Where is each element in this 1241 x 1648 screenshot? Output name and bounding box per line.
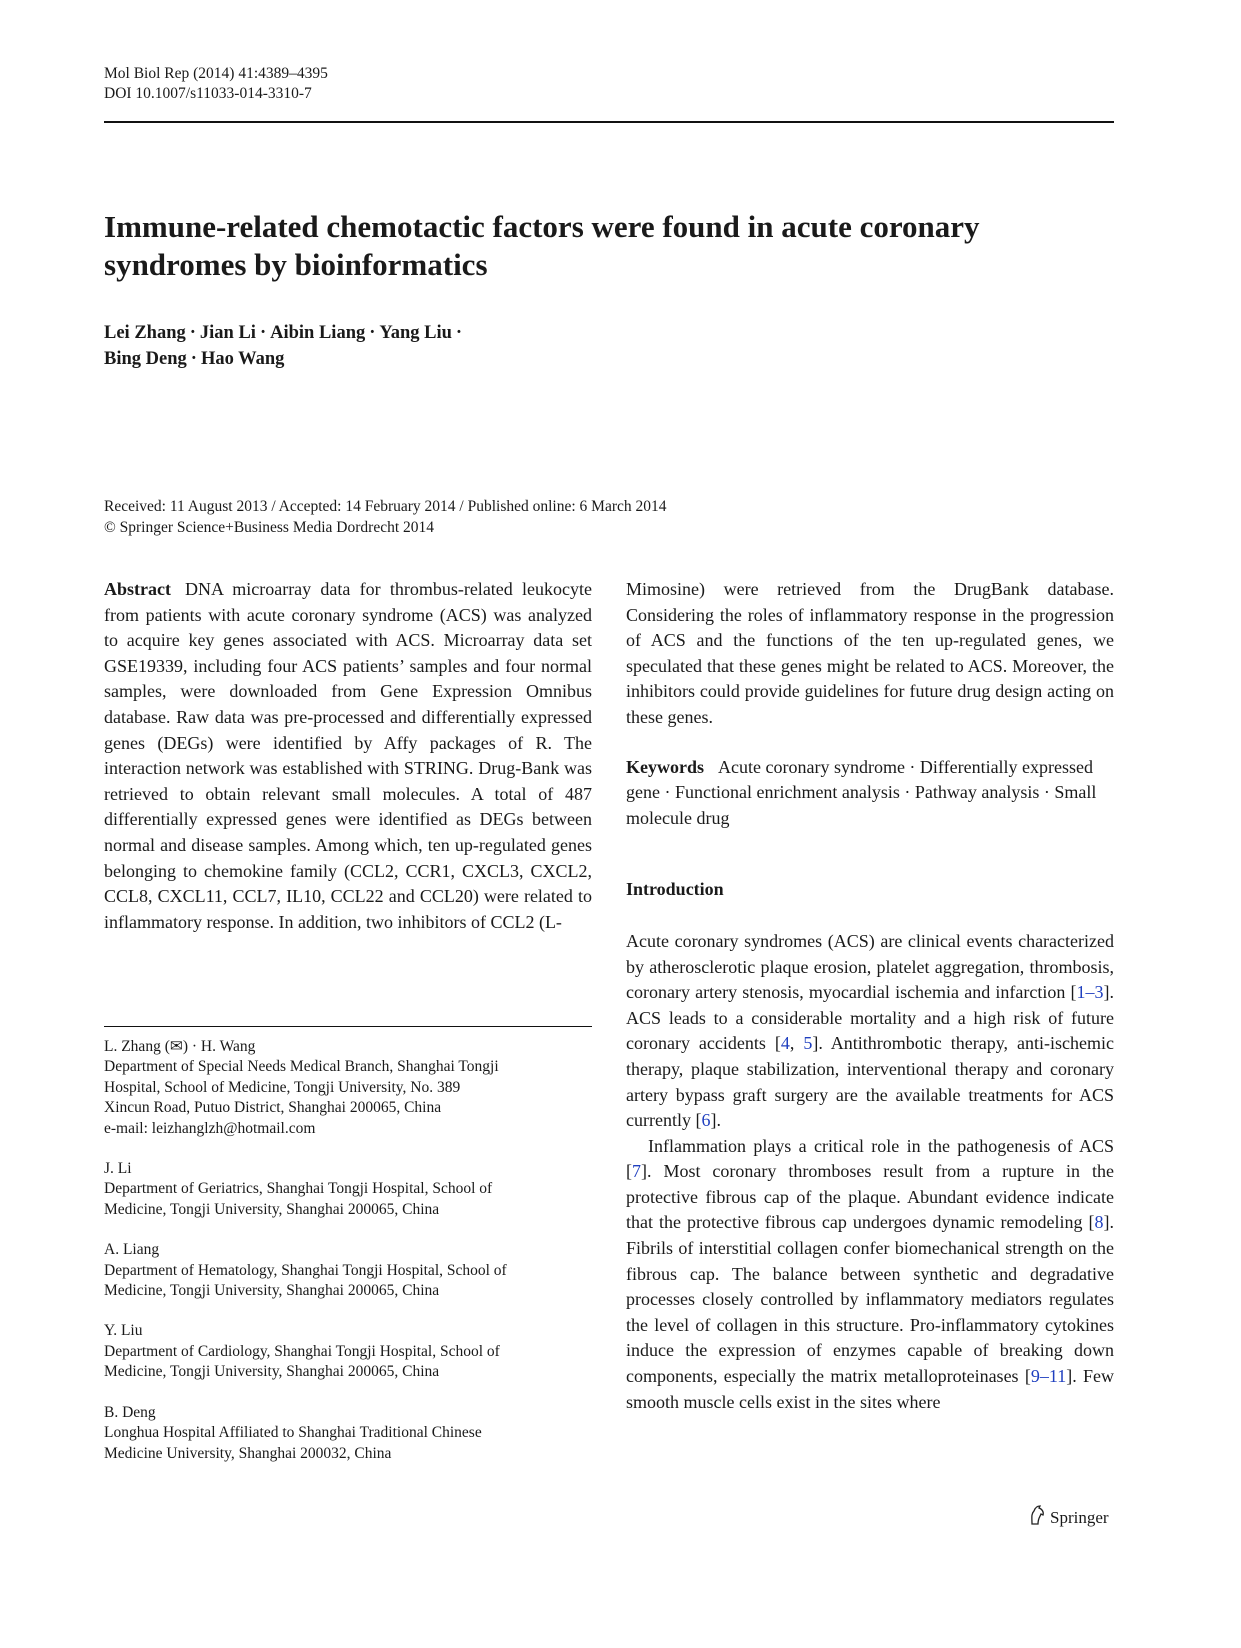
right-column [626, 577, 1114, 1415]
citation-link[interactable]: 6 [701, 1110, 711, 1131]
keywords-label: Keywords [626, 756, 704, 777]
footnote-rule [104, 1026, 592, 1027]
author-line-2 [104, 346, 466, 372]
intro-text: ]. Few smooth muscle cells exist in the sites where [626, 1366, 1114, 1412]
affiliation-line: Department of Geriatrics, Shanghai Tongji Hospital, School of [104, 1180, 493, 1198]
abstract [104, 577, 592, 935]
author-separator: · [189, 323, 196, 343]
keywords [626, 755, 1114, 832]
affiliation-block [104, 1321, 592, 1382]
affiliations [104, 1037, 592, 1484]
intro-text: , [789, 1033, 804, 1054]
abstract-text: DNA microarray data for thrombus-related leukocyte from patients with acute coronary syndrome (ACS) was analyzed to acquire key genes associated with ACS. Microarray data set GSE19339, including four ACS patients’ samples and four normal samples, were downloaded from Gene Expression Omnibus database. Raw data was pre-processed and differentially expressed genes (DEGs) were identified by Affy packages of R. The interaction network was established with STRING. Drug-Bank was retrieved to obtain relevant small molecules. A total of 487 differentially expressed genes were identified as DEGs between normal and disease samples. Among which, ten up-regulated genes belonging to chemokine family (CCL2, CCR1, CXCL3, CXCL2, CCL8, CXCL11, CCL7, IL10, CCL22 and CCL20) were related to inflammatory response. In addition, two inhibitors of CCL2 (L- [104, 579, 592, 932]
affiliation-line: Department of Cardiology, Shanghai Tongji Hospital, School of [104, 1342, 500, 1360]
citation-link[interactable]: 1–3 [1076, 982, 1104, 1003]
intro-text: ]. Antithrombotic therapy, anti-ischemic therapy, plaque stabilization, interventional therapy and coronary artery bypass graft surgery are the available treatments for ACS currently [ [626, 1033, 1114, 1131]
intro-text: Acute coronary syndromes (ACS) are clinical events characterized by atherosclerotic plaque erosion, platelet aggregation, thrombosis, coronary artery stenosis, myocardial ischemia and infarction [ [626, 930, 1114, 1003]
title-line-2: syndromes by bioinformatics [104, 247, 488, 282]
author-separator: · [455, 323, 463, 343]
affiliation-block [104, 1159, 592, 1220]
citation-link[interactable]: 5 [803, 1033, 813, 1054]
affiliation-names: J. Li [104, 1160, 132, 1178]
abstract-label: Abstract [104, 579, 171, 599]
affiliation-names: B. Deng [104, 1403, 156, 1421]
affiliation-block [104, 1403, 592, 1464]
author-separator: · [369, 323, 376, 343]
citation-link[interactable]: 8 [1094, 1212, 1104, 1233]
affiliation-line: Medicine, Tongji University, Shanghai 200065, China [104, 1282, 440, 1300]
keywords-text: Acute coronary syndrome · Differentially expressed gene · Functional enrichment analysis · Pathway analysis · Small molecule drug [626, 756, 1097, 828]
intro-text: ]. ACS leads to a considerable mortality and a high risk of future coronary accidents [ [626, 982, 1114, 1054]
affiliation-names: Y. Liu [104, 1322, 143, 1340]
author-separator: · [190, 349, 197, 369]
author-name: Jian Li [199, 323, 256, 343]
affiliation-line: Department of Hematology, Shanghai Tongji Hospital, School of [104, 1261, 507, 1279]
affiliation-names: L. Zhang (✉) · H. Wang [104, 1038, 256, 1055]
affiliation-block [104, 1037, 592, 1139]
affiliation-email[interactable]: e-mail: leizhanglzh@hotmail.com [104, 1119, 316, 1137]
intro-paragraph-1 [626, 929, 1114, 1134]
author-list [104, 320, 466, 372]
journal-header [104, 64, 328, 104]
intro-text: Inflammation plays a critical role in the pathogenesis of ACS [ [626, 1135, 1114, 1182]
citation-link[interactable]: 9–11 [1030, 1366, 1067, 1387]
dates-line: Received: 11 August 2013 / Accepted: 14 February 2014 / Published online: 6 March 2014 [104, 498, 667, 515]
citation-link[interactable]: 4 [780, 1033, 790, 1054]
affiliation-line: Medicine, Tongji University, Shanghai 200065, China [104, 1200, 440, 1218]
citation-link[interactable]: 7 [632, 1161, 641, 1182]
springer-logo [1028, 1505, 1109, 1530]
affiliation-names: A. Liang [104, 1241, 160, 1259]
doi: DOI 10.1007/s11033-014-3310-7 [104, 85, 312, 102]
author-name: Yang Liu [379, 323, 452, 343]
author-separator: · [259, 323, 267, 343]
publisher-name: Springer [1050, 1507, 1109, 1527]
affiliation-line: Xincun Road, Putuo District, Shanghai 200065, China [104, 1099, 442, 1117]
journal-citation: Mol Biol Rep (2014) 41:4389–4395 [104, 65, 328, 82]
abstract-continuation: Mimosine) were retrieved from the DrugBank database. Considering the roles of inflammatory response in the progression of ACS and the functions of the ten up-regulated genes, we speculated that these genes might be related to ACS. Moreover, the inhibitors could provide guidelines for future drug design acting on these genes. [626, 579, 1114, 727]
author-name: Aibin Liang [270, 323, 366, 343]
article-title [104, 208, 1114, 284]
author-name: Bing Deng [104, 349, 187, 369]
intro-text: ]. Fibrils of interstitial collagen confer biomechanical strength on the fibrous cap. The balance between synthetic and degradative processes closely controlled by inflammatory mediators regulates the level of collagen in this structure. Pro-inflammatory cytokines induce the expression of enzymes capable of breaking down components, especially the matrix metalloproteinases [ [626, 1212, 1114, 1387]
springer-horse-icon [1028, 1505, 1050, 1530]
affiliation-line: Longhua Hospital Affiliated to Shanghai Traditional Chinese [104, 1424, 482, 1442]
affiliation-block [104, 1240, 592, 1301]
affiliation-line: Medicine University, Shanghai 200032, China [104, 1444, 392, 1462]
author-name: Lei Zhang [104, 323, 186, 343]
copyright-line: © Springer Science+Business Media Dordrecht 2014 [104, 519, 435, 536]
section-heading-introduction: Introduction [626, 879, 724, 900]
header-rule [104, 121, 1114, 123]
intro-paragraph-2 [626, 1134, 1114, 1416]
left-column [104, 577, 592, 935]
title-line-1: Immune-related chemotactic factors were found in acute coronary [104, 209, 980, 244]
intro-text: ]. Most coronary thromboses result from a rupture in the protective fibrous cap of the plaque. Abundant evidence indicate that the protective fibrous cap undergoes dynamic remodeling [ [626, 1161, 1114, 1233]
intro-text: ]. [710, 1110, 721, 1131]
affiliation-line: Hospital, School of Medicine, Tongji University, No. 389 [104, 1078, 461, 1096]
author-name: Hao Wang [200, 349, 285, 369]
author-line-1 [104, 320, 466, 346]
affiliation-line: Medicine, Tongji University, Shanghai 200065, China [104, 1363, 440, 1381]
affiliation-line: Department of Special Needs Medical Branch, Shanghai Tongji [104, 1058, 499, 1076]
publication-dates [104, 496, 667, 538]
